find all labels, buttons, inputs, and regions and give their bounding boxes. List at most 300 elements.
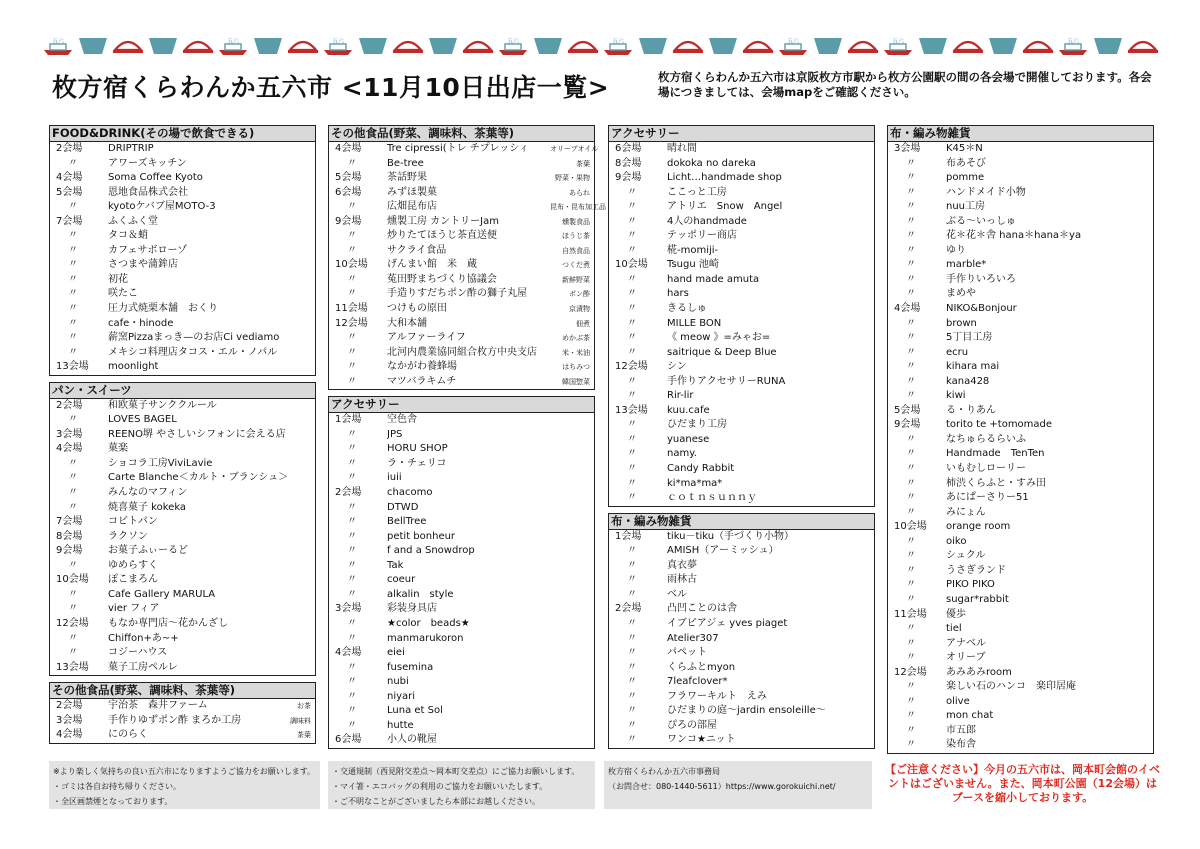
teacup-icon: [810, 26, 845, 66]
shop-name: 花＊花＊舎 hana＊hana＊ya: [946, 230, 1082, 242]
shop-name: 手作りゆずポン酢 まろか工房: [108, 714, 242, 726]
venue-label: 10会場: [615, 259, 648, 271]
product-tag: オリーブオイル: [550, 145, 599, 153]
section-header: 布・編み物雑貨: [888, 126, 1153, 142]
venue-label: 〃: [68, 230, 78, 242]
product-tag: 野菜・果物: [555, 174, 590, 183]
vendor-row: [50, 573, 315, 588]
venue-label: 〃: [906, 550, 916, 562]
lidded-bowl-icon: [110, 26, 145, 66]
shop-name: なかがわ養蜂場: [387, 361, 457, 373]
venue-label: 〃: [347, 530, 357, 542]
footer-contact: [604, 761, 872, 809]
shop-name: みずほ製菓: [387, 186, 437, 198]
venue-label: 〃: [627, 588, 637, 600]
shop-name: kana428: [946, 375, 990, 387]
vendor-row: [50, 200, 315, 215]
ship-icon: [775, 26, 810, 66]
shop-name: BellTree: [387, 516, 427, 528]
shop-name: fusemina: [387, 661, 434, 673]
shop-name: あみあみroom: [946, 666, 1012, 678]
vendor-row: [609, 346, 874, 361]
venue-label: 9会場: [56, 545, 83, 557]
vendor-row: [609, 433, 874, 448]
shop-name: 椛-momiji-: [667, 244, 719, 256]
shop-name: 7leafclover*: [667, 676, 728, 688]
category-section: [49, 382, 316, 676]
venue-label: 〃: [68, 317, 78, 329]
category-section: [49, 682, 316, 744]
footer-line: ・全区画禁煙となっております。: [53, 797, 173, 806]
product-tag: 自然食品: [562, 246, 590, 255]
venue-label: 6会場: [335, 734, 362, 746]
shop-name: niyari: [387, 690, 416, 702]
venue-label: 〃: [68, 457, 78, 469]
vendor-row: [888, 404, 1153, 419]
venue-label: 〃: [627, 288, 637, 300]
vendor-row: [888, 360, 1153, 375]
vendor-row: [888, 593, 1153, 608]
vendor-row: [888, 215, 1153, 230]
venue-label: 〃: [627, 734, 637, 746]
shop-name: Carte Blanche＜カルト・ブランシュ＞: [108, 472, 289, 484]
shop-name: サクライ食品: [387, 244, 447, 256]
shop-name: torito te +tomomade: [946, 419, 1053, 431]
venue-label: 〃: [68, 259, 78, 271]
venue-label: 〃: [68, 288, 78, 300]
svg-text:五六: 五六: [506, 38, 519, 45]
vendor-row: [888, 651, 1153, 666]
vendor-row: [50, 302, 315, 317]
shop-name: nuu工房: [946, 201, 986, 213]
venue-label: 〃: [627, 346, 637, 358]
shop-name: ぶる～いっしゅ: [946, 215, 1016, 227]
venue-label: 9会場: [335, 215, 362, 227]
venue-label: 5会場: [56, 186, 83, 198]
shop-name: 焼喜菓子 kokeka: [108, 501, 187, 513]
shop-name: イブピアジェ yves piaget: [667, 617, 788, 629]
vendor-row: [50, 442, 315, 457]
vendor-row: [609, 418, 874, 433]
venue-label: 〃: [68, 414, 78, 426]
venue-label: 〃: [347, 661, 357, 673]
venue-label: 4会場: [56, 729, 83, 741]
venue-label: 〃: [68, 588, 78, 600]
shop-name: cafe・hinode: [108, 317, 174, 329]
vendor-row: [888, 157, 1153, 172]
shop-name: Tsugu 池崎: [667, 259, 719, 271]
vendor-row: [329, 661, 594, 676]
venue-label: 〃: [906, 477, 916, 489]
venue-label: 〃: [906, 273, 916, 285]
shop-name: 手造りすだちポン酢の獅子丸屋: [387, 288, 527, 300]
ship-icon: [880, 26, 915, 66]
vendor-row: [50, 273, 315, 288]
teacup-icon: [530, 26, 565, 66]
shop-name: コジーハウス: [108, 647, 168, 659]
vendor-row: [329, 515, 594, 530]
ship-icon: [40, 26, 75, 66]
venue-label: 〃: [347, 588, 357, 600]
venue-label: 〃: [906, 535, 916, 547]
venue-label: 11会場: [894, 608, 927, 620]
product-tag: お茶: [297, 702, 311, 711]
section-header: その他食品(野菜、調味料、茶葉等): [329, 126, 594, 142]
product-tag: 昆布・昆布加工品: [550, 203, 606, 212]
shop-name: Tre cipressi(トレ チプレッシィ: [387, 143, 529, 154]
vendor-row: [609, 244, 874, 259]
vendor-row: [888, 258, 1153, 273]
venue-label: 〃: [627, 230, 637, 242]
shop-name: あにぱーさりー51: [946, 492, 1029, 504]
teacup-icon: [75, 26, 110, 66]
shop-name: Cafe Gallery MARULA: [108, 588, 216, 600]
product-tag: 新鮮野菜: [562, 275, 590, 284]
venue-label: 〃: [68, 647, 78, 659]
product-tag: 韓国惣菜: [562, 377, 590, 386]
venue-label: 1会場: [615, 530, 642, 542]
vendor-row: [50, 457, 315, 472]
vendor-row: [609, 302, 874, 317]
svg-text:五六: 五六: [331, 38, 344, 45]
lidded-bowl-icon: [740, 26, 775, 66]
category-section: [608, 125, 875, 507]
shop-name: moonlight: [108, 361, 159, 373]
vendor-row: [609, 287, 874, 302]
footer-line: 枚方宿くらわんか五六市事務局: [608, 767, 720, 776]
section-header: アクセサリー: [609, 126, 874, 142]
venue-label: 〃: [347, 230, 357, 242]
vendor-row: [329, 375, 594, 390]
venue-label: 12会場: [894, 666, 927, 678]
svg-text:五六: 五六: [51, 38, 64, 45]
venue-label: 〃: [906, 390, 916, 402]
shop-name: Luna et Sol: [387, 705, 443, 717]
vendor-row: [50, 501, 315, 516]
venue-label: 〃: [347, 632, 357, 644]
column-2: [328, 125, 606, 755]
venue-label: 4会場: [56, 172, 83, 184]
venue-label: 7会場: [56, 516, 83, 528]
lidded-bowl-icon: [1125, 26, 1160, 66]
shop-name: 柿渋くらふと・すみ田: [946, 477, 1046, 489]
shop-name: まめや: [946, 288, 976, 300]
venue-label: 〃: [68, 244, 78, 256]
vendor-row: [50, 728, 315, 743]
venue-label: 〃: [347, 428, 357, 440]
venue-label: 12会場: [56, 617, 89, 629]
venue-label: 〃: [627, 317, 637, 329]
vendor-row: [609, 171, 874, 186]
vendor-row: [609, 273, 874, 288]
teacup-icon: [355, 26, 390, 66]
venue-label: 〃: [627, 661, 637, 673]
vendor-row: [609, 404, 874, 419]
venue-label: 7会場: [56, 215, 83, 227]
venue-label: 〃: [627, 676, 637, 688]
vendor-row: [609, 719, 874, 734]
vendor-row: [50, 142, 315, 157]
ship-icon: [1055, 26, 1090, 66]
vendor-row: [50, 661, 315, 676]
lidded-bowl-icon: [845, 26, 880, 66]
venue-label: 〃: [627, 244, 637, 256]
vendor-row: [50, 171, 315, 186]
teacup-icon: [635, 26, 670, 66]
lidded-bowl-icon: [950, 26, 985, 66]
venue-label: 〃: [627, 201, 637, 213]
shop-name: 布あそび: [946, 157, 986, 169]
product-tag: ほうじ茶: [562, 232, 590, 241]
venue-label: 5会場: [894, 404, 921, 416]
shop-name: 手作りいろいろ: [946, 273, 1016, 285]
shop-name: yuanese: [667, 433, 710, 445]
shop-name: Tak: [387, 559, 404, 571]
vendor-row: [609, 375, 874, 390]
shop-name: 《 meow 》=みゃお=: [667, 332, 771, 344]
shop-name: ぴろの部屋: [667, 719, 717, 731]
venue-label: 2会場: [335, 487, 362, 499]
venue-label: 〃: [347, 617, 357, 629]
venue-label: 〃: [68, 157, 78, 169]
venue-label: 〃: [627, 477, 637, 489]
vendor-row: [329, 733, 594, 748]
venue-label: 〃: [68, 603, 78, 615]
shop-name: ショコラ工房ViviLavie: [108, 457, 213, 469]
ship-icon: [215, 26, 250, 66]
product-tag: 燻製食品: [562, 217, 590, 226]
venue-label: 8会場: [615, 157, 642, 169]
shop-name: ｃｏｔｎｓｕｎｎｙ: [667, 492, 757, 504]
shop-name: K45＊N: [946, 143, 983, 154]
venue-label: 〃: [906, 157, 916, 169]
vendor-row: [329, 442, 594, 457]
shop-name: ★color beads★: [387, 617, 470, 629]
lidded-bowl-icon: [460, 26, 495, 66]
vendor-row: [609, 661, 874, 676]
vendor-row: [888, 375, 1153, 390]
shop-name: ki*ma*ma*: [667, 477, 723, 489]
shop-name: brown: [946, 317, 977, 329]
column-3: [608, 125, 875, 755]
venue-label: 〃: [627, 375, 637, 387]
venue-label: 〃: [906, 710, 916, 722]
shop-name: 彩装身具店: [387, 603, 437, 615]
venue-label: 〃: [627, 463, 637, 475]
vendor-row: [888, 346, 1153, 361]
shop-name: 咲たこ: [108, 288, 138, 300]
shop-name: olive: [946, 695, 970, 707]
vendor-row: [50, 602, 315, 617]
venue-label: 〃: [68, 559, 78, 571]
venue-label: 〃: [347, 501, 357, 513]
venue-label: 〃: [347, 375, 357, 387]
vendor-row: [888, 535, 1153, 550]
footer-line: ・交通規制（西見附交差点～岡本町交差点）にご協力お願いします。: [332, 767, 580, 776]
venue-label: 〃: [627, 332, 637, 344]
teacup-icon: [145, 26, 180, 66]
vendor-row: [329, 617, 594, 632]
vendor-row: [609, 229, 874, 244]
shop-name: シュクル: [946, 550, 986, 562]
venue-label: 〃: [906, 361, 916, 373]
vendor-row: [609, 559, 874, 574]
shop-name: alkalin style: [387, 588, 454, 600]
vendor-row: [329, 317, 594, 332]
venue-label: 〃: [906, 463, 916, 475]
venue-label: 10会場: [335, 259, 368, 271]
vendor-row: [888, 738, 1153, 753]
vendor-row: [609, 477, 874, 492]
venue-label: 〃: [627, 390, 637, 402]
venue-label: 〃: [906, 492, 916, 504]
vendor-row: [50, 428, 315, 443]
vendor-row: [50, 360, 315, 375]
shop-name: tiel: [946, 623, 962, 635]
vendor-row: [329, 632, 594, 647]
shop-name: dokoka no dareka: [667, 157, 756, 169]
shop-name: Be-tree: [387, 157, 424, 169]
venue-label: 〃: [906, 317, 916, 329]
shop-name: 真衣夢: [667, 559, 697, 571]
section-header: FOOD&DRINK(その場で飲食できる): [50, 126, 315, 142]
product-tag: 茶葉: [297, 731, 311, 740]
shop-name: コビトパン: [108, 516, 158, 528]
venue-label: 10会場: [56, 574, 89, 586]
vendor-row: [50, 559, 315, 574]
shop-name: saitrique & Deep Blue: [667, 346, 777, 358]
vendor-row: [329, 258, 594, 273]
venue-label: 〃: [906, 186, 916, 198]
shop-name: オリーブ: [946, 652, 986, 664]
vendor-row: [50, 714, 315, 729]
vendor-row: [50, 244, 315, 259]
venue-label: 〃: [68, 303, 78, 315]
venue-label: 2会場: [56, 143, 83, 154]
vendor-row: [609, 733, 874, 748]
vendor-row: [888, 578, 1153, 593]
shop-name: 恩地食品株式会社: [108, 186, 188, 198]
product-tag: 茶葉: [576, 159, 590, 168]
category-section: [49, 125, 316, 376]
vendor-row: [50, 530, 315, 545]
vendor-row: [609, 530, 874, 545]
venue-label: 〃: [347, 288, 357, 300]
vendor-row: [609, 704, 874, 719]
shop-name: にのらく: [108, 729, 148, 741]
shop-name: chacomo: [387, 487, 433, 499]
vendor-row: [609, 360, 874, 375]
shop-name: 優歩: [946, 608, 966, 620]
venue-label: 5会場: [335, 172, 362, 184]
shop-name: 4人のhandmade: [667, 215, 747, 227]
vendor-row: [609, 632, 874, 647]
shop-name: pomme: [946, 172, 985, 184]
shop-name: 手作りアクセサリーRUNA: [667, 375, 786, 387]
vendor-row: [329, 215, 594, 230]
vendor-row: [609, 602, 874, 617]
vendor-row: [888, 171, 1153, 186]
shop-name: ゆめらすく: [108, 559, 158, 571]
venue-label: 〃: [906, 332, 916, 344]
shop-name: つけもの原田: [387, 303, 447, 315]
venue-label: 〃: [347, 545, 357, 557]
venue-label: 〃: [347, 157, 357, 169]
product-tag: あられ: [569, 188, 590, 197]
footer-line: ・ご不明なことがございましたら本部にお越しください。: [332, 797, 540, 806]
shop-name: みにょん: [946, 506, 986, 518]
shop-name: Rir-lir: [667, 390, 694, 402]
shop-name: kiwi: [946, 390, 966, 402]
vendor-row: [609, 462, 874, 477]
vendor-row: [50, 699, 315, 714]
footer-line: ・ゴミは各自お持ち帰りください。: [53, 782, 181, 791]
shop-name: 小人の靴屋: [387, 734, 437, 746]
venue-label: 11会場: [335, 303, 368, 315]
product-tag: 京漬物: [569, 305, 590, 314]
shop-name: REENO堺 やさしいシフォンに会える店: [108, 428, 286, 440]
svg-text:五六: 五六: [786, 38, 799, 45]
vendor-row: [50, 317, 315, 332]
vendor-row: [888, 680, 1153, 695]
shop-name: kihara mai: [946, 361, 1000, 373]
shop-name: kuu.cafe: [667, 404, 710, 416]
lidded-bowl-icon: [1020, 26, 1055, 66]
shop-name: f and a Snowdrop: [387, 545, 475, 557]
venue-label: 〃: [906, 593, 916, 605]
venue-label: 〃: [906, 506, 916, 518]
shop-name: ラ・チェリコ: [387, 457, 447, 469]
shop-name: 菟田野まちづくり協議会: [387, 273, 497, 285]
shop-name: 大和本舗: [387, 317, 427, 329]
shop-name: marble*: [946, 259, 987, 271]
vendor-row: [609, 331, 874, 346]
venue-label: 〃: [627, 574, 637, 586]
vendor-row: [609, 675, 874, 690]
venue-label: 〃: [347, 516, 357, 528]
shop-name: る・りあん: [946, 404, 996, 416]
shop-name: coeur: [387, 574, 416, 586]
shop-name: 市五郎: [946, 724, 976, 736]
shop-name: アルファーライフ: [387, 332, 466, 344]
vendor-row: [329, 544, 594, 559]
vendor-row: [888, 317, 1153, 332]
category-section: [887, 125, 1154, 754]
venue-label: 〃: [627, 705, 637, 717]
shop-name: 染布舎: [946, 739, 976, 751]
vendor-row: [888, 287, 1153, 302]
vendor-row: [609, 646, 874, 661]
shop-name: oiko: [946, 535, 967, 547]
vendor-row: [888, 462, 1153, 477]
venue-label: 〃: [627, 492, 637, 504]
shop-name: なちゅらるらいふ: [946, 433, 1026, 445]
venue-label: 〃: [347, 361, 357, 373]
vendor-row: [50, 486, 315, 501]
shop-name: ラクソン: [108, 530, 148, 542]
vendor-row: [888, 709, 1153, 724]
shop-name: ひだまり工房: [667, 419, 727, 431]
shop-name: tiku－tiku（手づくり小物）: [667, 530, 795, 542]
vendor-row: [329, 559, 594, 574]
shop-name: シン: [667, 361, 687, 373]
shop-name: 宇治茶 森井ファーム: [108, 700, 208, 712]
shop-name: manmarukoron: [387, 632, 464, 644]
shop-name: LOVES BAGEL: [108, 414, 177, 426]
venue-label: 〃: [906, 448, 916, 460]
vendor-row: [888, 200, 1153, 215]
venue-label: 〃: [627, 419, 637, 431]
